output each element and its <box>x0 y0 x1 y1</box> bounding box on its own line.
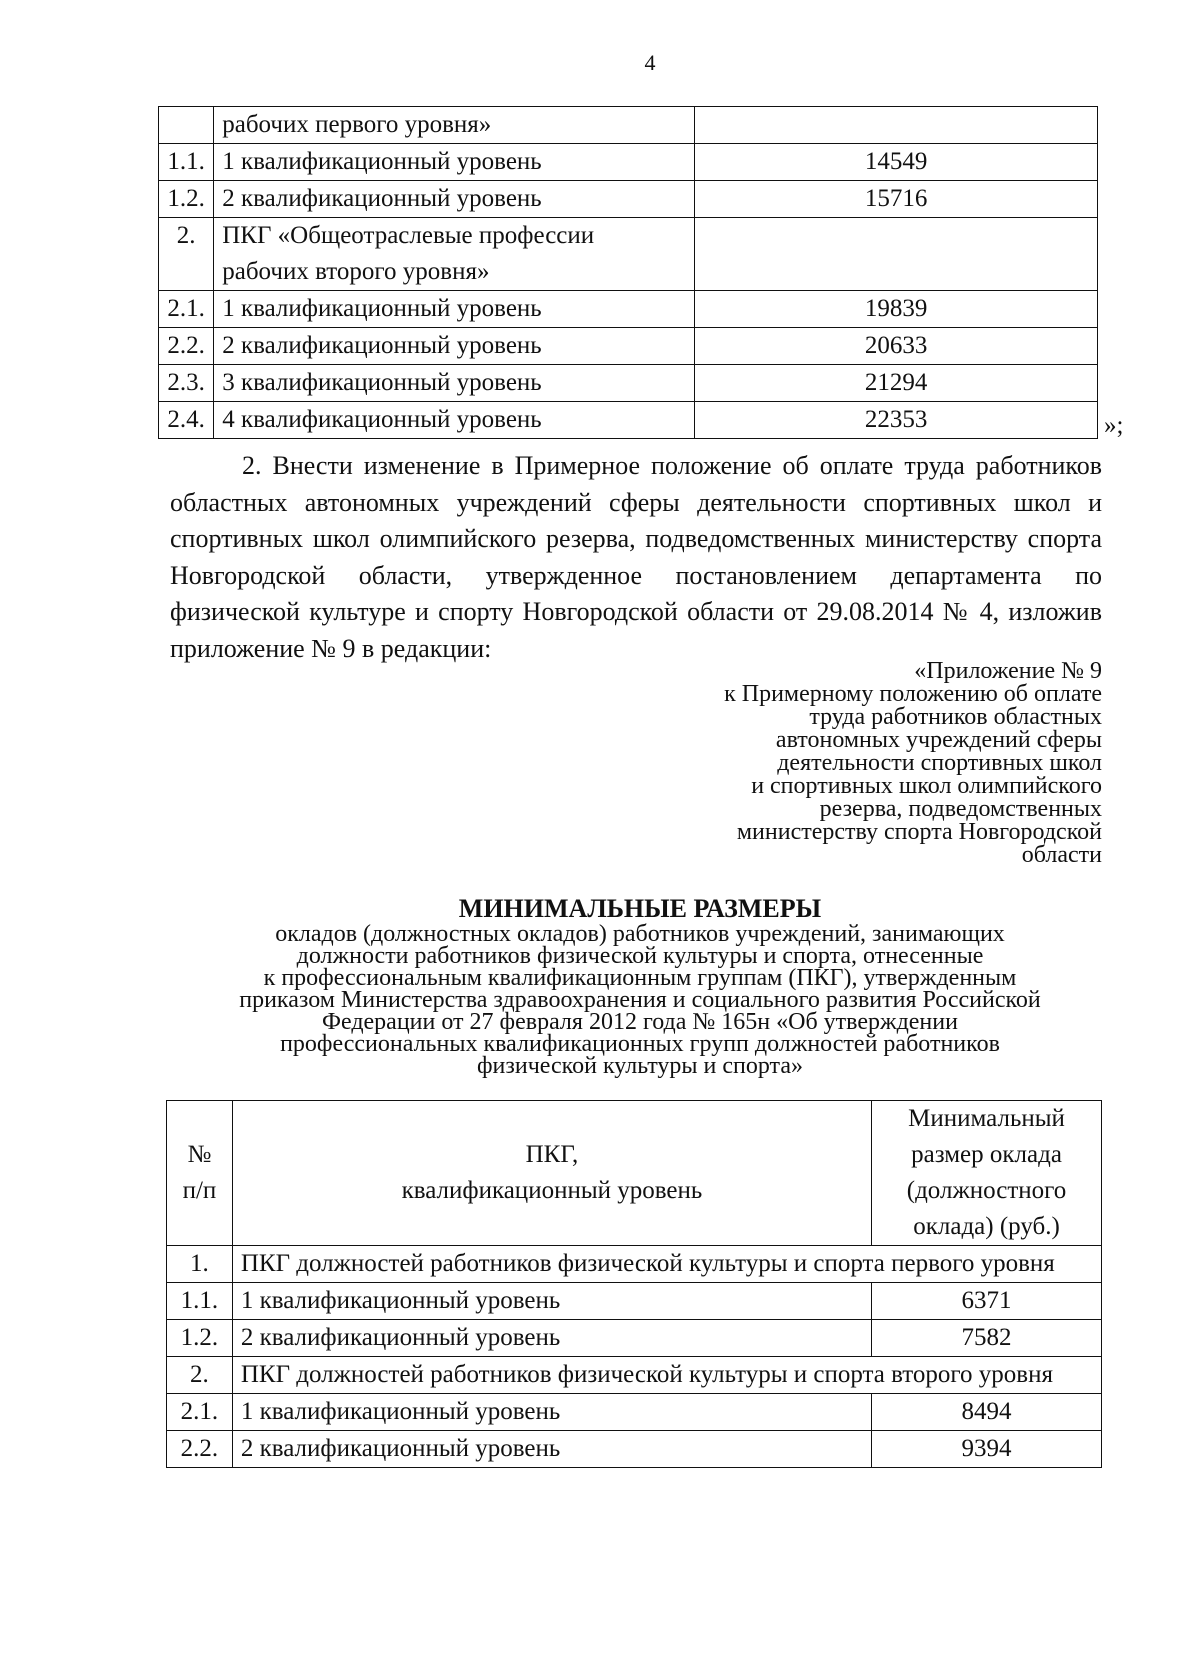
appendix-line: и спортивных школ олимпийского <box>751 773 1102 799</box>
table-header-row <box>167 1101 1102 1246</box>
row-value: 14549 <box>695 144 1098 181</box>
table-row <box>159 144 1098 181</box>
row-number: 2.1. <box>167 1394 233 1431</box>
row-value: 20633 <box>695 328 1098 365</box>
table-row <box>159 181 1098 218</box>
row-name: 1 квалификационный уровень <box>232 1283 871 1320</box>
title-block <box>160 895 1120 1077</box>
amendment-text: 2. Внести изменение в Примерное положение об оплате труда работников областных автономных учреждений сферы деятельности спортивных школ и спортивных школ олимпийского резерва, подведомственных министерству спорта Новгородской области, утвержденное постановлением департамента по физической культуре и спорту Новгородской области от 29.08.2014 № 4, изложив приложение № 9 в редакции: <box>170 451 1102 663</box>
subtitle-line: окладов (должностных окладов) работников учреждений, занимающих <box>275 921 1005 947</box>
header-line: п/п <box>182 1177 217 1204</box>
header-line: Минимальный <box>908 1105 1065 1132</box>
row-name: 2 квалификационный уровень <box>214 328 695 365</box>
row-value: 21294 <box>695 365 1098 402</box>
row-number <box>159 107 214 144</box>
amendment-paragraph <box>170 448 1102 667</box>
row-value <box>695 107 1098 144</box>
header-name <box>232 1101 871 1246</box>
appendix-line: к Примерному положению об оплате <box>724 681 1102 707</box>
row-number: 2.1. <box>159 291 214 328</box>
subtitle-line: Федерации от 27 февраля 2012 года № 165н «Об утверждении <box>322 1009 958 1035</box>
appendix-reference <box>582 660 1102 867</box>
row-value: 7582 <box>872 1320 1102 1357</box>
row-number: 2.4. <box>159 402 214 439</box>
row-value: 8494 <box>872 1394 1102 1431</box>
table-row <box>159 402 1098 439</box>
row-number: 2.2. <box>159 328 214 365</box>
row-name: 1 квалификационный уровень <box>232 1394 871 1431</box>
subtitle-line: профессиональных квалификационных групп должностей работников <box>280 1031 1000 1057</box>
subtitle-line: должности работников физической культуры и спорта, отнесенные <box>296 943 984 969</box>
header-line: ПКГ, <box>525 1141 579 1168</box>
table-row <box>159 291 1098 328</box>
row-name: ПКГ «Общеотраслевые профессии рабочих второго уровня» <box>214 218 695 291</box>
group-row <box>167 1246 1102 1283</box>
document-title: МИНИМАЛЬНЫЕ РАЗМЕРЫ <box>458 894 822 923</box>
salary-table-workers <box>158 106 1098 439</box>
subtitle-line: физической культуры и спорта» <box>476 1053 803 1079</box>
table-row <box>167 1431 1102 1468</box>
table-row <box>159 218 1098 291</box>
subtitle-line: к профессиональным квалификационным группам (ПКГ), утвержденным <box>263 965 1017 991</box>
row-value <box>695 218 1098 291</box>
row-name: 4 квалификационный уровень <box>214 402 695 439</box>
header-line: квалификационный уровень <box>401 1177 703 1204</box>
header-line: (должностного <box>906 1177 1067 1204</box>
table-row <box>159 107 1098 144</box>
row-name: 2 квалификационный уровень <box>232 1320 871 1357</box>
row-value: 6371 <box>872 1283 1102 1320</box>
group-name: ПКГ должностей работников физической культуры и спорта второго уровня <box>232 1357 1101 1394</box>
row-number: 2.2. <box>167 1431 233 1468</box>
header-value <box>872 1101 1102 1246</box>
row-value: 9394 <box>872 1431 1102 1468</box>
header-line: № <box>187 1141 212 1168</box>
table-row <box>167 1320 1102 1357</box>
appendix-line: резерва, подведомственных <box>819 796 1102 822</box>
row-number: 1.1. <box>167 1283 233 1320</box>
table-row <box>159 328 1098 365</box>
row-name: 3 квалификационный уровень <box>214 365 695 402</box>
row-name: 2 квалификационный уровень <box>214 181 695 218</box>
salary-table-sport <box>166 1100 1102 1468</box>
appendix-line: труда работников областных <box>809 704 1102 730</box>
page-number: 4 <box>644 50 656 75</box>
row-number: 2. <box>159 218 214 291</box>
table-row <box>159 365 1098 402</box>
row-value: 15716 <box>695 181 1098 218</box>
row-number: 1.1. <box>159 144 214 181</box>
subtitle-line: приказом Министерства здравоохранения и социального развития Российской <box>239 987 1041 1013</box>
appendix-line: министерству спорта Новгородской <box>736 819 1102 845</box>
closing-quote: »; <box>1104 412 1124 439</box>
row-name: 1 квалификационный уровень <box>214 291 695 328</box>
table-row <box>167 1283 1102 1320</box>
row-name: 1 квалификационный уровень <box>214 144 695 181</box>
appendix-line: области <box>1021 842 1102 868</box>
row-number: 2.3. <box>159 365 214 402</box>
row-number: 1. <box>167 1246 233 1283</box>
header-line: оклада) (руб.) <box>913 1213 1060 1240</box>
row-name: 2 квалификационный уровень <box>232 1431 871 1468</box>
row-value: 22353 <box>695 402 1098 439</box>
appendix-line: деятельности спортивных школ <box>777 750 1102 776</box>
group-name: ПКГ должностей работников физической культуры и спорта первого уровня <box>232 1246 1101 1283</box>
row-number: 1.2. <box>159 181 214 218</box>
row-number: 2. <box>167 1357 233 1394</box>
row-value: 19839 <box>695 291 1098 328</box>
appendix-line: «Приложение № 9 <box>914 658 1102 684</box>
group-row <box>167 1357 1102 1394</box>
document-subtitle <box>160 923 1120 1077</box>
table-row <box>167 1394 1102 1431</box>
row-number: 1.2. <box>167 1320 233 1357</box>
row-name: рабочих первого уровня» <box>214 107 695 144</box>
appendix-line: автономных учреждений сферы <box>775 727 1102 753</box>
header-line: размер оклада <box>911 1141 1062 1168</box>
header-number <box>167 1101 233 1246</box>
